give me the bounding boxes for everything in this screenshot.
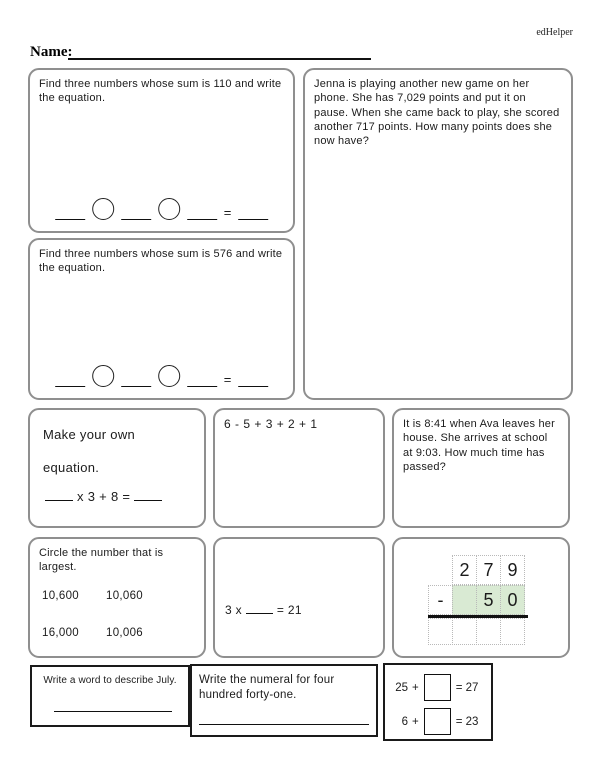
- answer-line: [199, 724, 369, 725]
- addend-value: 6: [401, 715, 408, 728]
- answer-blank: [45, 490, 73, 501]
- equation-middle: x 3 + 8 =: [77, 489, 131, 504]
- expression-text: 6 - 5 + 3 + 2 + 1: [224, 417, 318, 431]
- answer-blank: [246, 603, 273, 614]
- subtrahend-digit: 0: [500, 585, 525, 615]
- problem-box-sum-110: [28, 68, 295, 233]
- problem-text: Circle the number that is largest.: [39, 547, 164, 574]
- equation-template-row: [55, 198, 269, 220]
- equals-sign: =: [223, 372, 232, 387]
- number-choices: [42, 590, 195, 639]
- edhelper-logo: edHelper: [536, 27, 573, 38]
- minuend-digit: 7: [476, 555, 501, 585]
- plus-sign: +: [412, 715, 419, 728]
- number-choice: 10,060: [106, 589, 143, 602]
- problem-box-subtraction: [392, 537, 570, 658]
- plus-sign: +: [412, 681, 419, 694]
- answer-row: [428, 618, 528, 645]
- problem-box-multiply: [213, 537, 385, 658]
- equals-sign: =: [223, 205, 232, 220]
- problem-box-numeral: [190, 664, 378, 737]
- problem-box-ava-time: [392, 408, 570, 528]
- addend-value: 25: [395, 681, 408, 694]
- name-label: Name:: [30, 44, 73, 60]
- problem-text: Find three numbers whose sum is 110 and write the equation.: [39, 78, 282, 105]
- minuend-digit: 9: [500, 555, 525, 585]
- equation-result: = 27: [455, 681, 479, 694]
- multiply-suffix: = 21: [276, 603, 302, 617]
- operation-circle: [92, 198, 114, 220]
- problem-text: Write the numeral for four hundred forty-one.: [199, 674, 335, 701]
- operation-circle: [158, 365, 180, 387]
- number-choice: 10,006: [106, 626, 143, 639]
- empty-cell: [428, 555, 453, 585]
- equation-template-row: [55, 365, 269, 387]
- answer-blank: [121, 218, 151, 220]
- problem-box-circle-largest: [28, 537, 206, 658]
- subtrahend-digit: 5: [476, 585, 501, 615]
- operation-circle: [158, 198, 180, 220]
- answer-blank: [187, 218, 217, 220]
- number-choice: 16,000: [42, 626, 79, 639]
- problem-box-sum-576: [28, 238, 295, 400]
- problem-box-missing-addend: [383, 663, 493, 741]
- minus-sign: -: [428, 585, 453, 615]
- answer-blank: [134, 490, 162, 501]
- highlighted-cell: [452, 585, 477, 615]
- answer-blank: [238, 385, 268, 387]
- answer-cell: [500, 618, 525, 645]
- problem-box-july: [30, 665, 190, 727]
- answer-blank: [187, 385, 217, 387]
- equation-row: [225, 603, 302, 617]
- number-choice: 10,600: [42, 589, 79, 602]
- problem-text: Write a word to describe July.: [43, 675, 177, 686]
- name-blank-line: [68, 42, 371, 60]
- problem-text-line2: equation.: [43, 460, 100, 475]
- problem-text: Jenna is playing another new game on her phone. She has 7,029 points and put it on pause. When she came back to play, she scored another 717 points. How many points does she now have?: [314, 78, 560, 148]
- problem-text-line1: Make your own: [43, 427, 136, 442]
- addition-row: [392, 708, 484, 735]
- problem-box-make-equation: [28, 408, 206, 528]
- problem-box-expression: [213, 408, 385, 528]
- problem-box-jenna: [303, 68, 573, 400]
- answer-cell: [476, 618, 501, 645]
- equation-result: = 23: [455, 715, 479, 728]
- subtraction-grid: [428, 555, 528, 645]
- minuend-row: [428, 555, 528, 585]
- answer-blank: [55, 385, 85, 387]
- answer-line: [54, 711, 172, 712]
- answer-blank: [121, 385, 151, 387]
- subtrahend-row: [428, 585, 528, 615]
- problem-text: It is 8:41 when Ava leaves her house. She arrives at school at 9:03. How much time has passed?: [403, 418, 555, 473]
- minuend-digit: 2: [452, 555, 477, 585]
- answer-box: [424, 674, 451, 701]
- answer-box: [424, 708, 451, 735]
- addition-row: [392, 674, 484, 701]
- problem-text: Find three numbers whose sum is 576 and write the equation.: [39, 248, 283, 275]
- answer-cell: [452, 618, 477, 645]
- answer-cell: [428, 618, 453, 645]
- answer-blank: [55, 218, 85, 220]
- answer-blank: [238, 218, 268, 220]
- operation-circle: [92, 365, 114, 387]
- equation-row: [41, 489, 195, 504]
- multiply-prefix: 3 x: [225, 603, 242, 617]
